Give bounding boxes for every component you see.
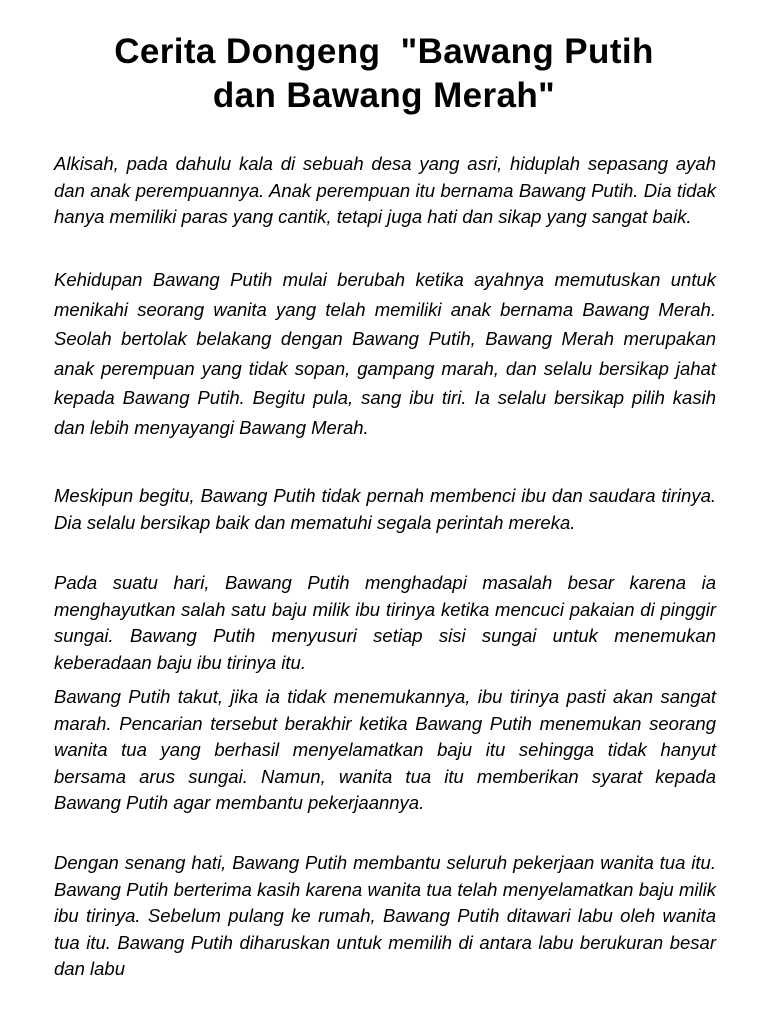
paragraph: Dengan senang hati, Bawang Putih membantu seluruh pekerjaan wanita tua itu. Bawang Putih berterima kasih karena wanita tua telah menyelamatkan baju milik ibu tirinya. Sebelum pulang ke rumah, Bawang Putih ditawari labu oleh wanita tua itu. Bawang Putih diharuskan untuk memilih di antara labu berukuran besar dan labu	[54, 852, 716, 979]
paragraph: Alkisah, pada dahulu kala di sebuah desa yang asri, hiduplah sepasang ayah dan anak perempuannya. Anak perempuan itu bernama Bawang Putih. Dia tidak hanya memiliki paras yang cantik, tetapi juga hati dan sikap yang sangat baik.	[54, 153, 716, 227]
paragraph: Bawang Putih takut, jika ia tidak menemukannya, ibu tirinya pasti akan sangat marah. Pencarian tersebut berakhir ketika Bawang Putih menemukan seorang wanita tua yang berhasil menyelamatkan baju itu sehingga tidak hanyut bersama arus sungai. Namun, wanita tua itu memberikan syarat kepada Bawang Putih agar membantu pekerjaannya.	[54, 686, 716, 813]
title-line-1: Cerita Dongeng "Bawang Putih	[114, 32, 654, 71]
paragraph: Pada suatu hari, Bawang Putih menghadapi masalah besar karena ia menghayutkan salah satu baju milik ibu tirinya ketika mencuci pakaian di pinggir sungai. Bawang Putih menyusuri setiap sisi sungai untuk menemukan keberadaan baju ibu tirinya itu.	[54, 572, 716, 673]
paragraph: Meskipun begitu, Bawang Putih tidak pernah membenci ibu dan saudara tirinya. Dia selalu bersikap baik dan mematuhi segala perintah mereka.	[54, 485, 716, 533]
paragraph: Kehidupan Bawang Putih mulai berubah ketika ayahnya memutuskan untuk menikahi seorang wanita yang telah memiliki anak bernama Bawang Merah. Seolah bertolak belakang dengan Bawang Putih, Bawang Merah merupakan anak perempuan yang tidak sopan, gampang marah, dan selalu bersikap jahat kepada Bawang Putih. Begitu pula, sang ibu tiri. Ia selalu bersikap pilih kasih dan lebih menyayangi Bawang Merah.	[54, 269, 716, 438]
title-line-2: dan Bawang Merah"	[212, 76, 556, 115]
page-title	[30, 30, 738, 118]
